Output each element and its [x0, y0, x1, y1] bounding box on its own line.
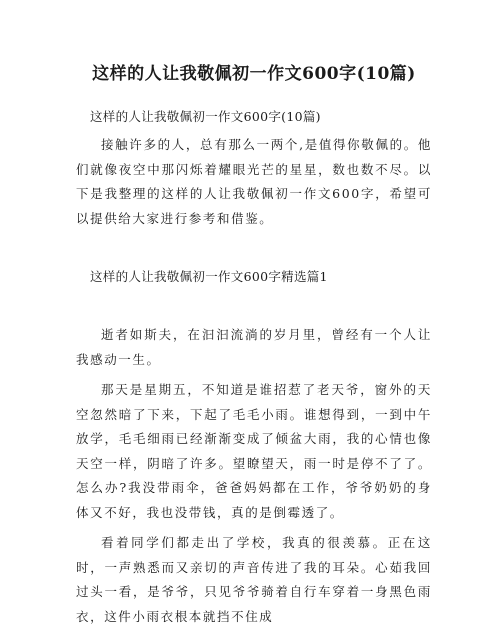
- body-paragraph-2: 那天是星期五，不知道是谁招惹了老天爷，窗外的天空忽然暗了下来，下起了毛毛小雨。谁想得到，一到中午放学，毛毛细雨已经渐渐变成了倾盆大雨，我的心情也像天空一样，阴暗了许多。望瞭望天，雨一时是停不了了。怎么办?我没带雨伞，爸爸妈妈都在工作，爷爷奶奶的身体又不好，我也没带钱，真的是倒霉透了。: [76, 382, 432, 520]
- document-subtitle: 这样的人让我敬佩初一作文600字(10篇): [90, 109, 321, 124]
- section-body: [76, 323, 432, 629]
- document-title: 这样的人让我敬佩初一作文600字(10篇): [92, 64, 416, 84]
- body-paragraph-1: 逝者如斯夫，在汩汩流淌的岁月里，曾经有一个人让我感动一生。: [76, 327, 432, 367]
- body-paragraph-3: 看着同学们都走出了学校，我真的很羡慕。正在这时，一声熟悉而又亲切的声音传进了我的耳朵。心茹我回过头一看，是爷爷，只见爷爷骑着自行车穿着一身黑色雨衣，这件小雨衣根本就挡不住成: [76, 535, 432, 624]
- intro-paragraph: 接触许多的人，总有那么一两个,是值得你敬佩的。他们就像夜空中那闪烁着耀眼光芒的星星，数也数不尽。以下是我整理的这样的人让我敬佩初一作文600字，希望可以提供给大家进行参考和借鉴。: [76, 137, 432, 226]
- section-heading: 这样的人让我敬佩初一作文600字精选篇1: [90, 269, 328, 284]
